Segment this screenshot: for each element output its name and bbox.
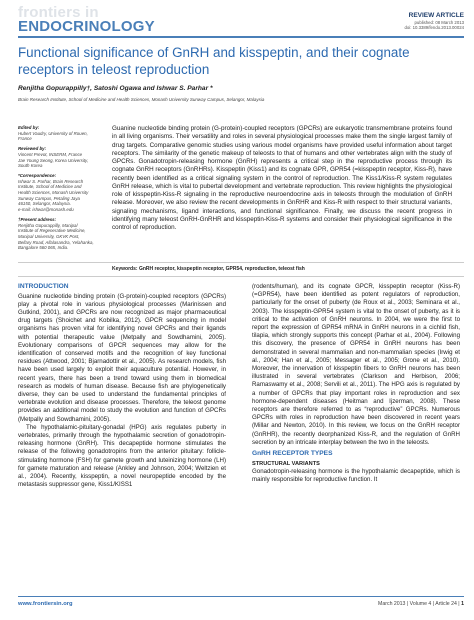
section-heading-gnrh-receptor-types: GnRH RECEPTOR TYPES [252, 450, 333, 458]
article-type: REVIEW ARTICLE [408, 12, 464, 19]
edited-by: Hubert Vaudry, University of Rouen, France [18, 130, 88, 142]
abstract: Guanine nucleotide binding protein (G-protein)-coupled receptors (GPCRs) are eukaryotic transmembrane proteins found in all living organisms. Their versatility and roles in several physiological processes make them the single largest family of drug targets. Comparative genomic studies using various model organisms have provided useful information about target receptors. The similarity of the genetic makeup of teleosts to that of humans and other vertebrates align with the study of GPCRs. Gonadotropin-releasing hormone (GnRH) represents a critical step in the reproductive process through its cognate GnRH receptors (GnRHRs). Kisspeptin (Kiss1) and its cognate GPR, GPR54 (=kisspeptin receptor, Kiss-R), have recently been identified as a critical signaling system in the control of reproduction. The Kiss1/Kiss-R system regulates GnRH release, which is vital to pubertal development and vertebrate reproduction. This review highlights the physiological role of kisspeptin-Kiss-R signaling in the reproductive neuroendocrine axis in teleosts through the modulation of GnRH release. Moreover, we also review the recent developments in GnRHR and Kiss-R with respect to their structural variants, signaling mechanisms, ligand interactions, and functional significance. Finally, we discuss the recent progress in identifying many teleost GnRH-GnRHR and kisspeptin-Kiss-R systems and consider their physiological significance in the control of reproduction. [112, 125, 452, 231]
intro-paragraph-2: The hypothalamic-pituitary-gonadal (HPG) axis regulates puberty in vertebrates, primarily through the hypothalamic secretion of gonadotropin-releasing hormone (GnRH). This decapeptide hormone stimulates the release of the following gonadotropins from the anterior pituitary: follicle-stimulating hormone (FSH) for gamete growth and luteinizing hormone (LH) for gamete maturation and release (Ankley and Johnson, 2004; Weltzien et al., 2004). Recently, kisspeptin, a novel neuropeptide encoded by the metastasis suppressor gene, Kiss1/KISS1 [18, 423, 226, 489]
body-column-left [18, 283, 226, 489]
present-address: Renjitha Gopurappilly, Manipal Institute of Regenerative Medicine, Manipal University, GKVK Post, Bellary Road, Allalasandra, Yelahanka, Bangalore 560 065, India. [18, 222, 94, 251]
journal-name-line1: frontiers in [18, 4, 99, 21]
published-date: published: 08 March 2013 [414, 20, 464, 25]
footer-citation [378, 601, 464, 607]
article-meta [405, 20, 465, 30]
abstract-rule-bottom [18, 276, 464, 277]
affiliation: Brain Research Institute, School of Medicine and Health Sciences, Monash University Sunway Campus, Selangor, Malaysia [18, 97, 265, 102]
correspondence-label: *Correspondence: [18, 172, 57, 178]
footer-rule [18, 596, 464, 597]
reviewed-by-label: Reviewed by: [18, 146, 47, 152]
reviewed-by: Vincent Prevot, INSERM, France Jae Young Seong, Korea University, South Korea [18, 151, 89, 169]
page-number: 1 [461, 601, 464, 607]
editorial-sidebar [18, 125, 94, 251]
gnrh-paragraph-1: Gonadotropin-releasing hormone is the hypothalamic decapeptide, which is mainly responsible for reproductive function. It [252, 467, 460, 483]
article-title: Functional significance of GnRH and kisspeptin, and their cognate receptors in teleost reproduction [18, 45, 410, 77]
keywords: Keywords: GnRH receptor, kisspeptin receptor, GPR54, reproduction, teleost fish [112, 266, 305, 272]
present-address-label: †Present address: [18, 216, 57, 222]
body-column-right [252, 283, 460, 484]
journal-name-line2: ENDOCRINOLOGY [18, 18, 155, 35]
intro-paragraph-3: (rodents/human), and its cognate GPCR, kisspeptin receptor (Kiss-R) (=GPR54), have been identified as potent regulators of reproduction, particularly for the onset of puberty (de Roux et al., 2003; Seminara et al., 2003). The kisspeptin-GPR54 system is vital to the onset of puberty, as it is critical to the activation of GnRH neurons. In 2004, we were the first to report the expression of GPR54 mRNA in GnRH neurons in a cichlid fish, tilapia, which strongly supports this concept (Parhar et al., 2004). Following this discovery, the presence of GPR54 in GnRH neurons has been demonstrated in several mammalian and non-mammalian species (Irwig et al., 2004; Han et al., 2005; Messager et al., 2005; Grone et al., 2010). Moreover, the innervation of kisspeptin fibers to GnRH neurons has been illustrated in several vertebrates (Clarkson and Herbison, 2006; Ramaswamy et al., 2008; Servili et al., 2011). The HPG axis is regulated by a number of GPCRs that play important roles in reproduction and sex hormone-dependent diseases (Heitman and Ijzerman, 2008). These receptors are therefore referred to as “reproductive” GPCRs. Numerous GPCRs with roles in reproduction have been discovered in recent years (Millar and Newton, 2010). In this review, we focus on the GnRH receptor (GnRHR), the recently deorphanized Kiss-R, and the regulation of GnRH secretion by an intricate interplay between the two in the teleosts. [252, 283, 460, 446]
doi[interactable]: doi: 10.3389/fendo.2013.00024 [404, 25, 464, 31]
intro-paragraph-1: Guanine nucleotide binding protein (G-protein)-coupled receptors (GPCRs) play a pivotal role in various physiological processes (Marinissen and Gutkind, 2001), and GPCRs are now recognized as major pharmaceutical drug targets (Shoichet and Kobilka, 2012). GPCR sequencing in model organisms has proven vital for identifying novel GPCRs and their ligands with potential therapeutic value (Metpally and Sowdhamini, 2005). Evolutionary comparisons of GPCR sequences may allow for the identification of conserved motifs and the recognition of key functional residues (Attwood, 2001; Bjarnadottir et al., 2005). As research models, fish have been used largely to exploit their aquaculture potential. However, in recent years, there has been a trend toward using them in biomedical research as models of human disease. Because fish are phylogenetically diverse, they can be used to understand the fundamental principles of vertebrate evolution and disease processes. Therefore, the teleost genome provides an additional model to study the evolution and function of GPCRs (Metpally and Sowdhamini, 2005). [18, 292, 226, 423]
edited-by-label: Edited by: [18, 125, 40, 130]
footer-website-link[interactable]: www.frontiersin.org [18, 601, 73, 607]
subsection-heading-structural-variants: STRUCTURAL VARIANTS [252, 460, 320, 467]
authors: Renjitha Gopurappilly†, Satoshi Ogawa and Ishwar S. Parhar * [18, 85, 213, 92]
header-rule [18, 36, 464, 38]
citation-text: March 2013 | Volume 4 | Article 24 | [378, 601, 462, 607]
section-heading-introduction: INTRODUCTION [18, 283, 69, 290]
correspondence: Ishwar S. Parhar, Brain Research Institute, School of Medicine and Health Sciences, Monash University Sunway Campus, Petaling Jaya 46150, Selangor, Malaysia. e-mail: ishwar@monash.edu [18, 178, 89, 213]
abstract-rule-top [18, 262, 464, 263]
